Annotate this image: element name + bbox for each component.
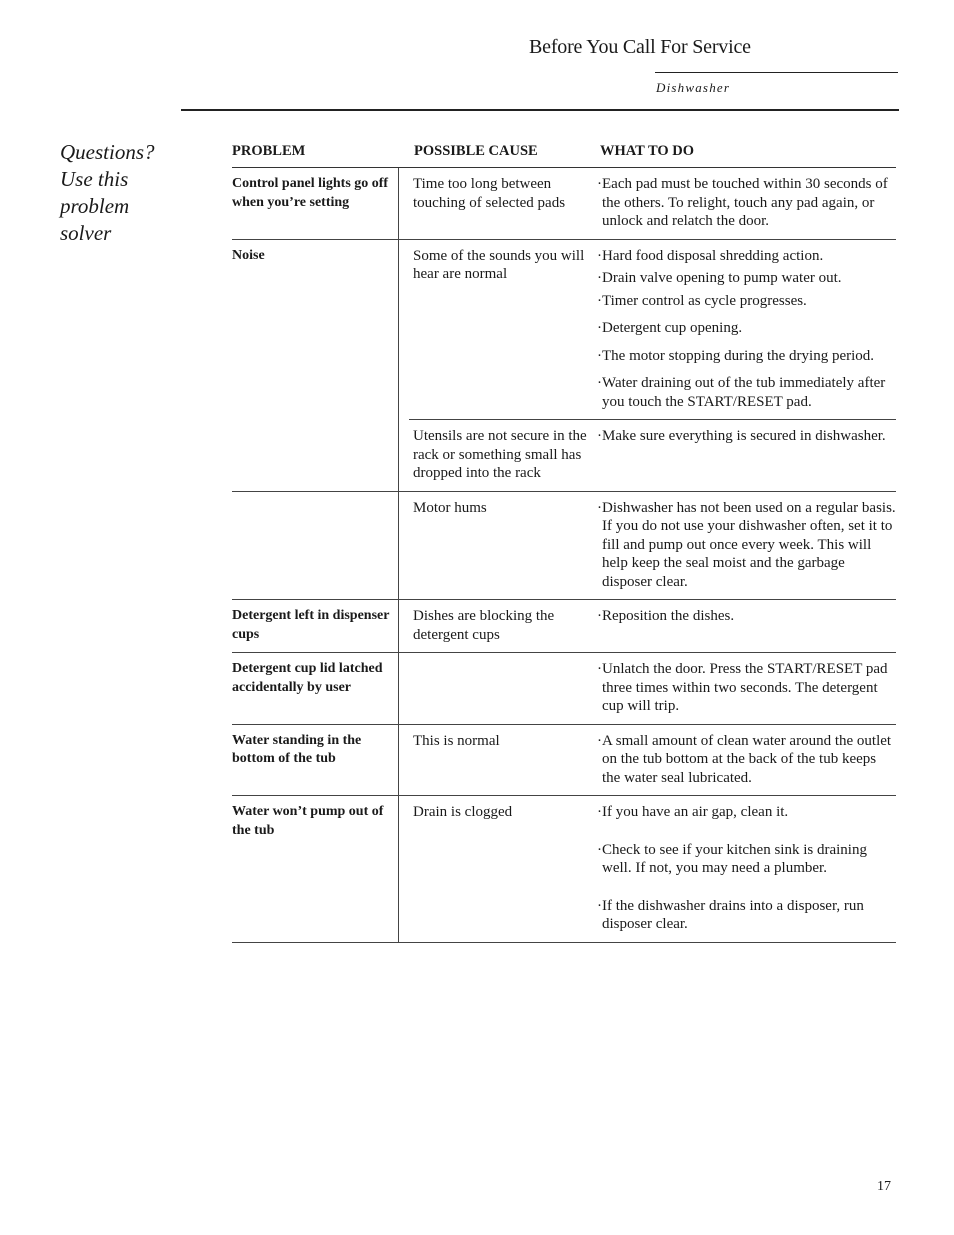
problem-cell (232, 492, 399, 600)
table-row (232, 600, 896, 653)
header-title: Before You Call For Service (529, 36, 751, 58)
problem-cell: Water standing in the bottom of the tub (232, 725, 399, 796)
table-row (232, 653, 896, 725)
table-row (232, 796, 896, 943)
side-heading-line: Questions? (60, 140, 155, 164)
action-item: ·If you have an air gap, clean it. (597, 804, 789, 820)
action-item: ·Make sure everything is secured in dishwasher. (597, 428, 886, 444)
action-item: ·The motor stopping during the drying period. (597, 347, 875, 364)
problem-cell: Water won’t pump out of the tub (232, 796, 399, 942)
side-heading-line: problem (60, 194, 130, 218)
cause-cell: This is normal (413, 732, 500, 749)
what-to-do-cell (591, 796, 896, 942)
what-to-do-cell (591, 600, 896, 652)
cause-cell: Motor hums (413, 499, 487, 516)
action-item: ·Reposition the dishes. (597, 608, 735, 624)
side-heading-line: solver (60, 221, 112, 245)
problem-solver-table (232, 143, 896, 943)
what-to-do-cell (591, 725, 896, 796)
what-to-do-cell (591, 420, 896, 491)
action-item: ·Water draining out of the tub immediately after you touch the START/RESET pad. (597, 375, 886, 410)
action-item: ·A small amount of clean water around the outlet on the tub bottom at the back of the tub keeps the water seal lubricated. (597, 732, 892, 786)
table-row (232, 168, 896, 240)
cause-cell: Dishes are blocking the detergent cups (413, 608, 555, 643)
side-heading-line: Use this (60, 167, 129, 191)
what-to-do-cell (591, 653, 896, 724)
action-item: ·Detergent cup opening. (597, 320, 743, 336)
cause-cell: Utensils are not secure in the rack or something small has dropped into the rack (413, 428, 587, 481)
table-header (232, 143, 896, 168)
side-heading (60, 139, 210, 247)
action-item: ·Timer control as cycle progresses. (597, 292, 807, 309)
cause-cell: Time too long between touching of selected pads (413, 176, 566, 211)
cause-cell: Some of the sounds you will hear are normal (413, 247, 585, 282)
column-header-cause: POSSIBLE CAUSE (414, 143, 538, 159)
column-header-what-to-do: WHAT TO DO (600, 143, 695, 159)
column-header-problem: PROBLEM (232, 143, 306, 159)
problem-cell: Control panel lights go off when you’re setting (232, 168, 399, 239)
problem-cell: Detergent cup lid latched accidentally by user (232, 653, 399, 724)
table-row (232, 725, 896, 797)
header-divider-short (655, 72, 898, 73)
action-item: ·If the dishwasher drains into a disposer, run disposer clear. (597, 897, 864, 932)
table-row (232, 240, 896, 492)
action-item: ·Each pad must be touched within 30 seconds of the others. To relight, touch any pad again, or unlock and relatch the door. (597, 176, 888, 229)
cause-cell: Drain is clogged (413, 804, 513, 820)
what-to-do-cell (591, 240, 896, 420)
action-item: ·Unlatch the door. Press the START/RESET pad three times within two seconds. The detergent cup will trip. (597, 661, 888, 714)
problem-cell: Detergent left in dispenser cups (232, 600, 399, 652)
cause-cell (399, 653, 591, 724)
action-item: ·Hard food disposal shredding action. (597, 247, 824, 264)
action-item: ·Drain valve opening to pump water out. (597, 270, 842, 286)
problem-cell: Noise (232, 240, 399, 491)
what-to-do-cell (591, 492, 896, 600)
what-to-do-cell (591, 168, 896, 239)
header-subtitle: Dishwasher (656, 80, 731, 95)
header-divider-long (181, 109, 899, 111)
table-row (232, 492, 896, 601)
action-item: ·Dishwasher has not been used on a regular basis. If you do not use your dishwasher often, set it to fill and pump out once every week. This will help keep the seal moist and the garbage disposer clear. (597, 499, 896, 590)
page-number: 17 (877, 1179, 891, 1194)
action-item: ·Check to see if your kitchen sink is draining well. If not, you may need a plumber. (597, 841, 867, 876)
